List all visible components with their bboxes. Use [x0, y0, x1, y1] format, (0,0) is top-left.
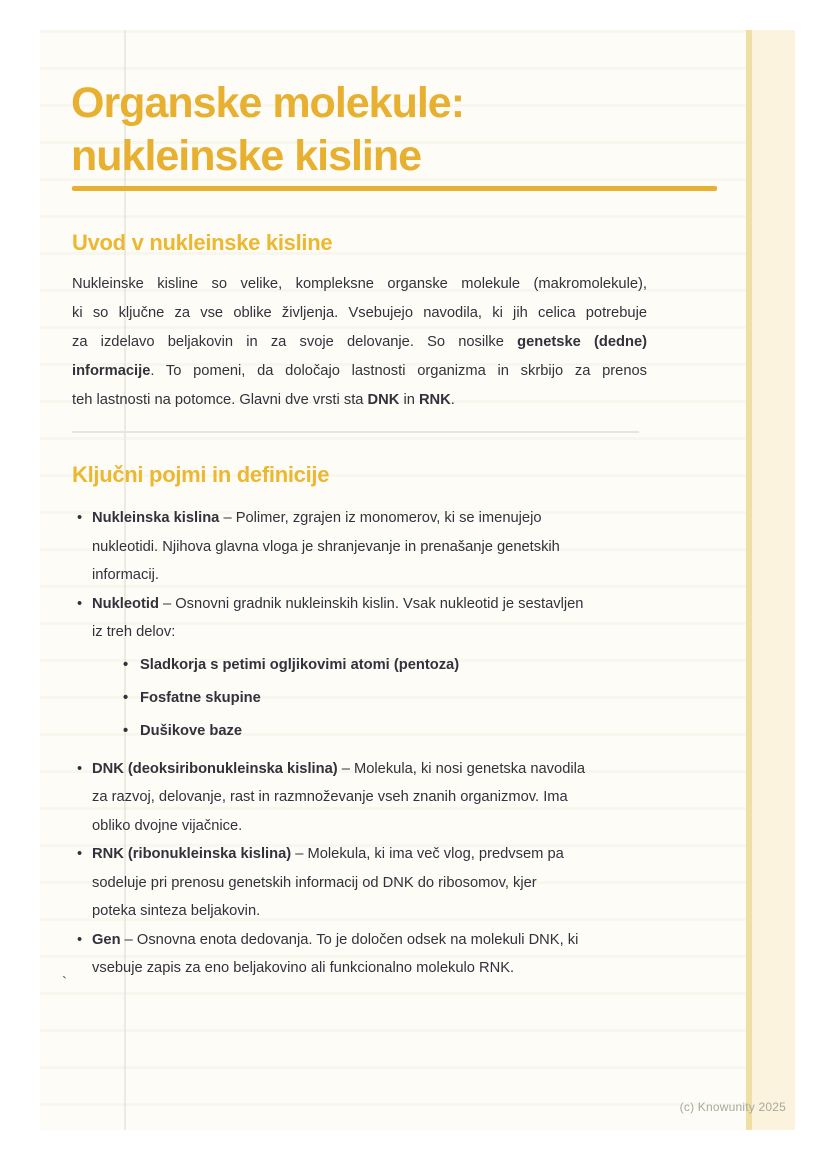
text: in — [399, 392, 419, 408]
list-item-line — [92, 869, 692, 898]
bullet-icon: • — [123, 657, 129, 673]
list-item — [72, 926, 692, 983]
bold-text: genetske (dedne) — [517, 334, 648, 350]
list-item — [72, 755, 692, 841]
list-item-line — [92, 840, 692, 869]
paragraph-line — [72, 328, 647, 357]
text: – Polimer, zgrajen iz monomerov, ki se imenujejo — [219, 510, 542, 526]
text: Nukleinske kisline so velike, kompleksne organske molekule (makromolekule), — [72, 276, 647, 292]
paragraph-line — [72, 386, 647, 415]
sub-list — [117, 651, 692, 746]
bold-text: Nukleinska kislina — [92, 510, 220, 526]
bold-text: Nukleotid — [92, 595, 159, 612]
text: za izdelavo beljakovin in za svoje delovanje. So nosilke — [72, 334, 518, 350]
sub-item-text: Dušikove baze — [140, 723, 243, 739]
text: vsebuje zapis za eno beljakovino ali funkcionalno molekulo RNK. — [92, 960, 515, 976]
bullet-icon: • — [77, 510, 83, 526]
list-item-line — [92, 954, 692, 983]
list-item-line — [92, 897, 692, 926]
text: nukleotidi. Njihova glavna vloga je shranjevanje in prenašanje genetskih — [92, 538, 560, 555]
list-item-line — [92, 812, 692, 841]
text: – Molekula, ki ima več vlog, predvsem pa — [291, 846, 564, 862]
section-heading-intro: Uvod v nukleinske kisline — [72, 230, 333, 255]
definitions-list — [72, 504, 692, 983]
list-item — [72, 504, 692, 590]
text: ki so ključne za vse oblike življenja. Vsebujejo navodila, ki jih celica potrebuje — [72, 305, 647, 321]
list-item-line — [92, 618, 692, 647]
list-item — [72, 590, 692, 746]
bold-text: RNK (ribonukleinska kislina) — [92, 846, 292, 862]
bold-text: DNK (deoksiribonukleinska kislina) — [92, 760, 338, 777]
list-item-line — [92, 926, 692, 955]
sub-item-text: Sladkorja s petimi ogljikovimi atomi (pentoza) — [140, 657, 460, 673]
text: . — [450, 392, 455, 408]
list-item-line — [92, 590, 692, 619]
text: obliko dvojne vijačnice. — [92, 817, 243, 834]
paragraph-line — [72, 357, 647, 386]
page-margin-band — [752, 30, 795, 1130]
sub-item-text: Fosfatne skupine — [140, 690, 261, 706]
text: – Molekula, ki nosi genetska navodila — [337, 760, 586, 777]
section-heading-terms: Ključni pojmi in definicije — [72, 462, 330, 487]
bullet-icon: • — [77, 595, 83, 612]
page-title — [71, 77, 721, 183]
bold-text: informacije — [72, 363, 151, 379]
sub-list-item — [117, 684, 692, 713]
text: teh lastnosti na potomce. Glavni dve vrsti sta — [72, 392, 368, 408]
list-item-line — [92, 755, 692, 784]
text: informacij. — [92, 567, 159, 583]
list-item-line — [92, 533, 692, 562]
document-page — [40, 30, 795, 1130]
intro-paragraph — [72, 270, 647, 415]
stray-character: ` — [62, 974, 67, 991]
list-item-line — [92, 783, 692, 812]
list-item-line — [92, 504, 692, 533]
bullet-icon: • — [123, 723, 129, 739]
text: – Osnovni gradnik nukleinskih kislin. Vsak nukleotid je sestavljen — [158, 595, 584, 612]
text: – Osnovna enota dedovanja. To je določen odsek na molekuli DNK, ki — [120, 931, 579, 948]
text: za razvoj, delovanje, rast in razmnoževanje vseh znanih organizmov. Ima — [92, 789, 568, 805]
paragraph-line — [72, 299, 647, 328]
bullet-icon: • — [77, 931, 83, 948]
bullet-icon: • — [77, 760, 83, 777]
paragraph-line — [72, 270, 647, 299]
text: iz treh delov: — [92, 624, 176, 640]
list-item — [72, 840, 692, 926]
bullet-icon: • — [77, 846, 83, 862]
page-title-line-1: Organske molekule: — [71, 79, 465, 127]
text: poteka sinteza beljakovin. — [92, 903, 261, 919]
text: sodeluje pri prenosu genetskih informacij od DNK do ribosomov, kjer — [92, 874, 537, 891]
bold-text: DNK — [367, 392, 400, 408]
copyright-notice: (c) Knowunity 2025 — [679, 1100, 786, 1114]
list-item-line — [92, 561, 692, 590]
bold-text: Gen — [92, 931, 121, 948]
bold-text: RNK — [418, 392, 451, 408]
text: . To pomeni, da določajo lastnosti organizma in skrbijo za prenos — [150, 363, 647, 379]
bullet-icon: • — [123, 690, 129, 706]
sub-list-item — [117, 651, 692, 680]
section-divider — [72, 431, 639, 433]
page-title-line-2: nukleinske kisline — [71, 132, 422, 180]
sub-list-item — [117, 717, 692, 746]
title-underline — [72, 186, 717, 191]
